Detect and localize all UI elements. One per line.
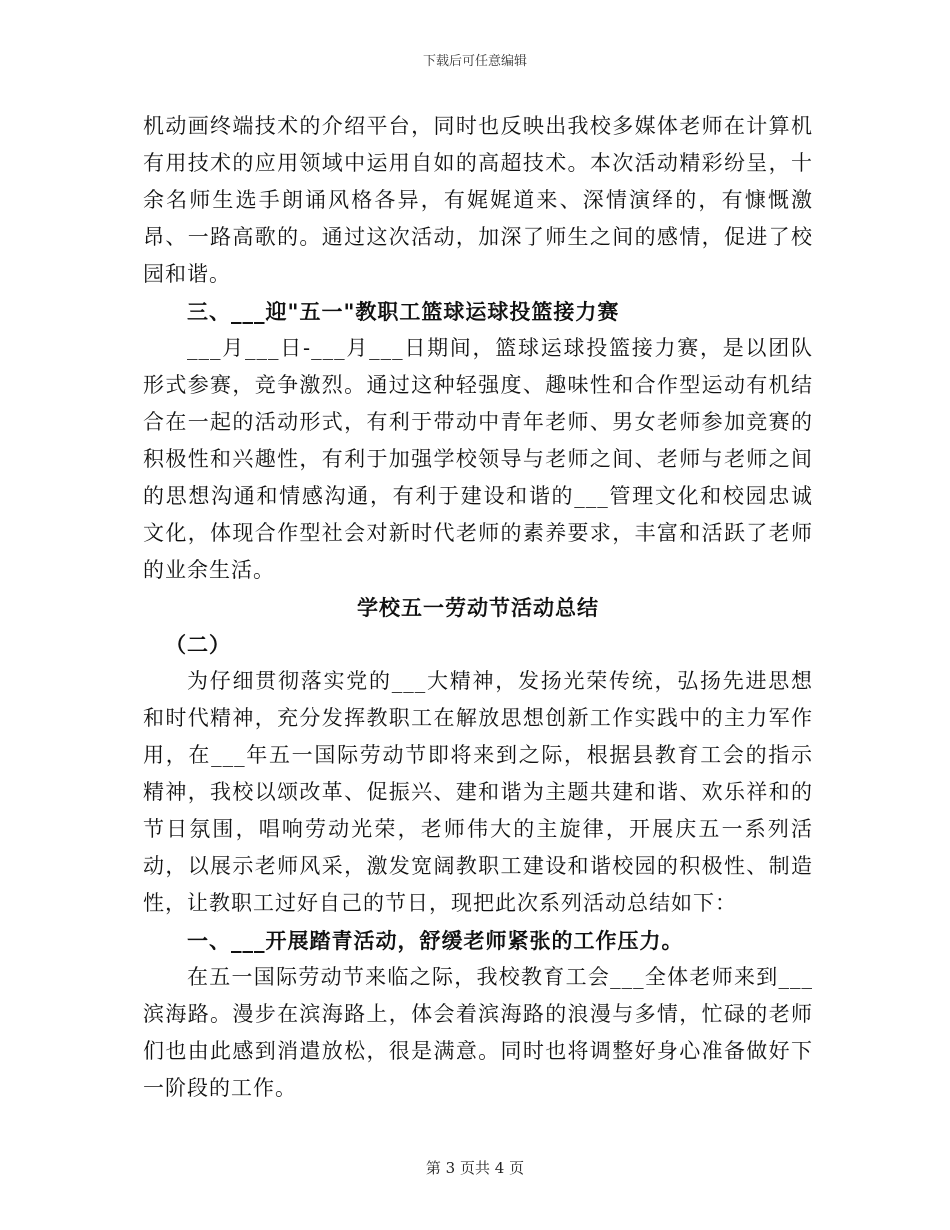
page-footer: 第 3 页共 4 页: [425, 1159, 525, 1177]
document-subtitle: （二）: [165, 632, 231, 657]
page-header: 下载后可任意编辑: [422, 54, 527, 69]
paragraph-outing: 在五一国际劳动节来临之际，我校教育工会___全体老师来到___滨海路。漫步在滨海路上，体会着滨海路的浪漫与多情，忙碌的老师们也由此感到消遣放松，很是满意。同时也将调整好身心准备做好下一阶段的工作。: [143, 965, 813, 1100]
document-body: [143, 108, 813, 1107]
paragraph-introduction: 为仔细贯彻落实党的___大精神，发扬光荣传统，弘扬先进思想和时代精神，充分发挥教职工在解放思想创新工作实践中的主力军作用，在___年五一国际劳动节即将来到之际，根据县教育工会的指示精神，我校以颂改革、促振兴、建和谐为主题共建和谐、欢乐祥和的节日氛围，唱响劳动光荣，老师伟大的主旋律，开展庆五一系列活动，以展示老师风采，激发宽阔教职工建设和谐校园的积极性、制造性，让教职工过好自己的节日，现把此次系列活动总结如下：: [143, 669, 813, 915]
paragraph-basketball: ___月___日-___月___日期间，篮球运球投篮接力赛，是以团队形式参赛，竞争激烈。通过这种轻强度、趣味性和合作型运动有机结合在一起的活动形式，有利于带动中青年老师、男女老师参加竞赛的积极性和兴趣性，有利于加强学校领导与老师之间、老师与老师之间的思想沟通和情感沟通，有利于建设和谐的___管理文化和校园忠诚文化，体现合作型社会对新时代老师的素养要求，丰富和活跃了老师的业余生活。: [143, 336, 813, 582]
section-heading-outing: 一、___开展踏青活动，舒缓老师紧张的工作压力。: [187, 928, 684, 953]
section-heading-basketball: 三、___迎"五一"教职工篮球运球投篮接力赛: [187, 299, 620, 324]
document-title: 学校五一劳动节活动总结: [357, 595, 599, 620]
paragraph-activity-summary: 机动画终端技术的介绍平台，同时也反映出我校多媒体老师在计算机有用技术的应用领域中运用自如的高超技术。本次活动精彩纷呈，十余名师生选手朗诵风格各异，有娓娓道来、深情演绎的，有慷慨激昂、一路高歌的。通过这次活动，加深了师生之间的感情，促进了校园和谐。: [143, 114, 813, 286]
